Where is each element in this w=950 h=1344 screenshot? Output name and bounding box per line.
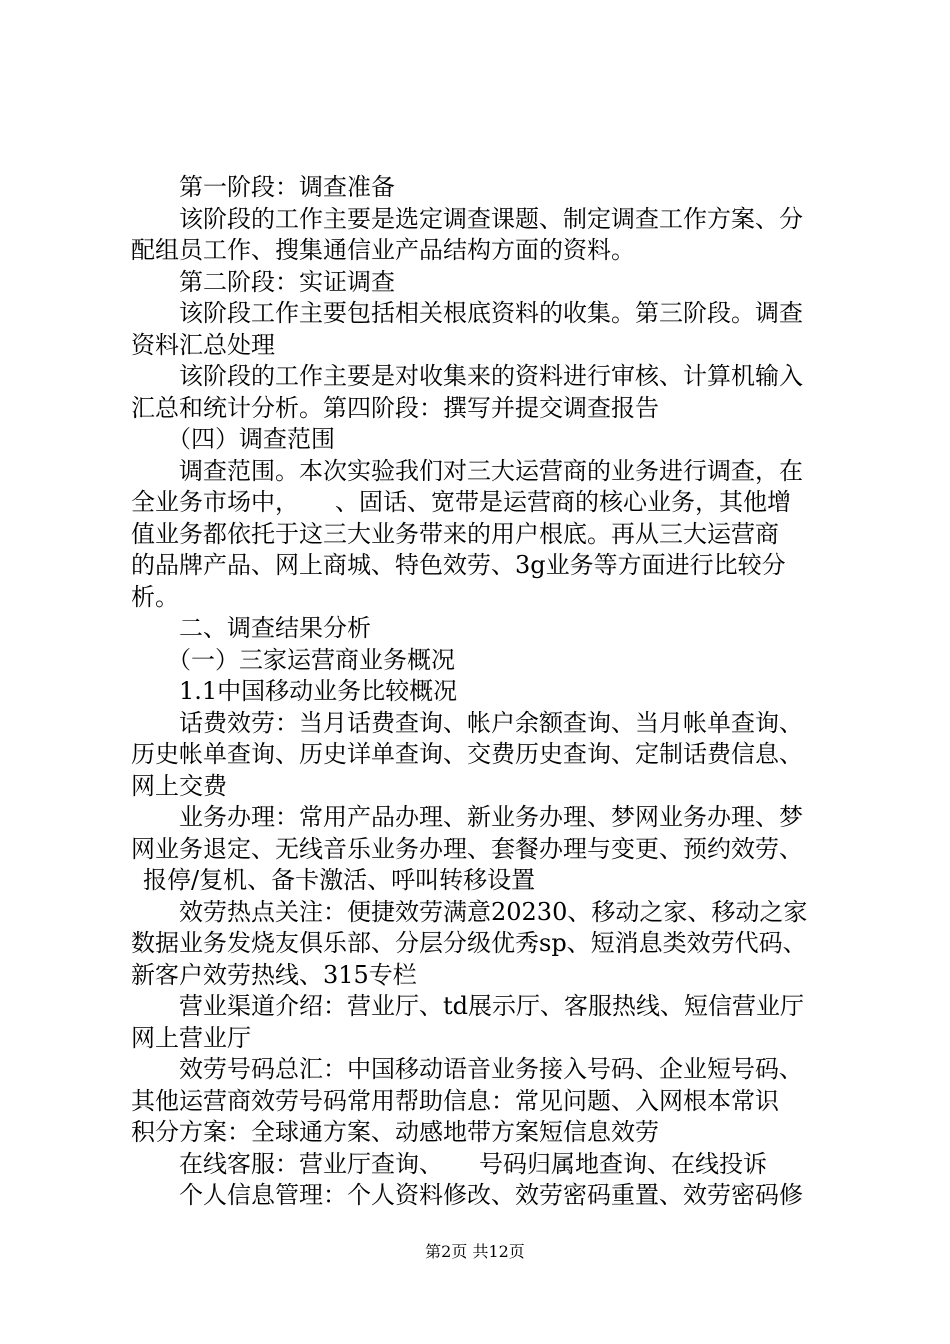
paragraph-line: 该阶段工作主要包括相关根底资料的收集。第三阶段。调查 — [179, 299, 803, 327]
paragraph-line: 全业务市场中， 、固话、宽带是运营商的核心业务，其他增 — [131, 488, 791, 516]
paragraph-line: 业务办理：常用产品办理、新业务办理、梦网业务办理、梦 — [179, 803, 803, 831]
paragraph-line: 的品牌产品、网上商城、特色效劳、3g业务等方面进行比较分 — [131, 551, 786, 579]
paragraph-line: 该阶段的工作主要是选定调查课题、制定调查工作方案、分 — [179, 204, 803, 233]
page-number-footer: 第2页 共12页 — [425, 1242, 525, 1261]
paragraph-line: 在线客服：营业厅查询、 号码归属地查询、在线投诉 — [179, 1149, 767, 1178]
paragraph-line: 配组员工作、搜集通信业产品结构方面的资料。 — [131, 236, 635, 264]
paragraph-line: 历史帐单查询、历史详单查询、交费历史查询、定制话费信息、 — [131, 740, 803, 768]
paragraph-line: 值业务都依托于这三大业务带来的用户根底。再从三大运营商 — [131, 519, 779, 548]
section-heading: （四）调查范围 — [167, 425, 335, 453]
paragraph-line: 营业渠道介绍：营业厅、td展示厅、客服热线、短信营业厅 — [179, 992, 805, 1020]
paragraph-line: 资料汇总处理 — [131, 330, 275, 359]
paragraph-line: 效劳热点关注：便捷效劳满意20230、移动之家、移动之家 — [179, 897, 808, 926]
paragraph-line: 效劳号码总汇：中国移动语音业务接入号码、企业短号码、 — [179, 1055, 803, 1083]
paragraph-line: 网上营业厅 — [131, 1023, 251, 1052]
paragraph-line: 析。 — [131, 582, 179, 611]
paragraph-line: 新客户效劳热线、315专栏 — [131, 960, 417, 989]
section-heading: 二、调查结果分析 — [179, 614, 371, 642]
paragraph-line: 汇总和统计分析。第四阶段：撰写并提交调查报告 — [131, 393, 659, 422]
section-heading: 第二阶段：实证调查 — [179, 267, 395, 296]
paragraph-line: 报停/复机、备卡激活、呼叫转移设置 — [143, 866, 536, 894]
section-heading: 1.1中国移动业务比较概况 — [179, 677, 458, 705]
paragraph-line: 网业务退定、无线音乐业务办理、套餐办理与变更、预约效劳、 — [131, 834, 803, 863]
paragraph-line: 数据业务发烧友俱乐部、分层分级优秀sp、短消息类效劳代码、 — [131, 929, 807, 957]
section-heading: （一）三家运营商业务概况 — [167, 645, 455, 674]
paragraph-line: 话费效劳：当月话费查询、帐户余额查询、当月帐单查询、 — [179, 708, 803, 737]
paragraph-line: 个人信息管理：个人资料修改、效劳密码重置、效劳密码修 — [179, 1181, 803, 1209]
paragraph-line: 调查范围。本次实验我们对三大运营商的业务进行调查，在 — [179, 456, 803, 485]
section-heading: 第一阶段：调查准备 — [179, 173, 395, 201]
paragraph-line: 网上交费 — [131, 771, 227, 800]
paragraph-line: 该阶段的工作主要是对收集来的资料进行审核、计算机输入 — [179, 362, 803, 390]
paragraph-line: 积分方案：全球通方案、动感地带方案短信息效劳 — [131, 1118, 659, 1146]
body-text — [131, 172, 841, 1212]
paragraph-line: 其他运营商效劳号码常用帮助信息：常见问题、入网根本常识 — [131, 1086, 779, 1115]
